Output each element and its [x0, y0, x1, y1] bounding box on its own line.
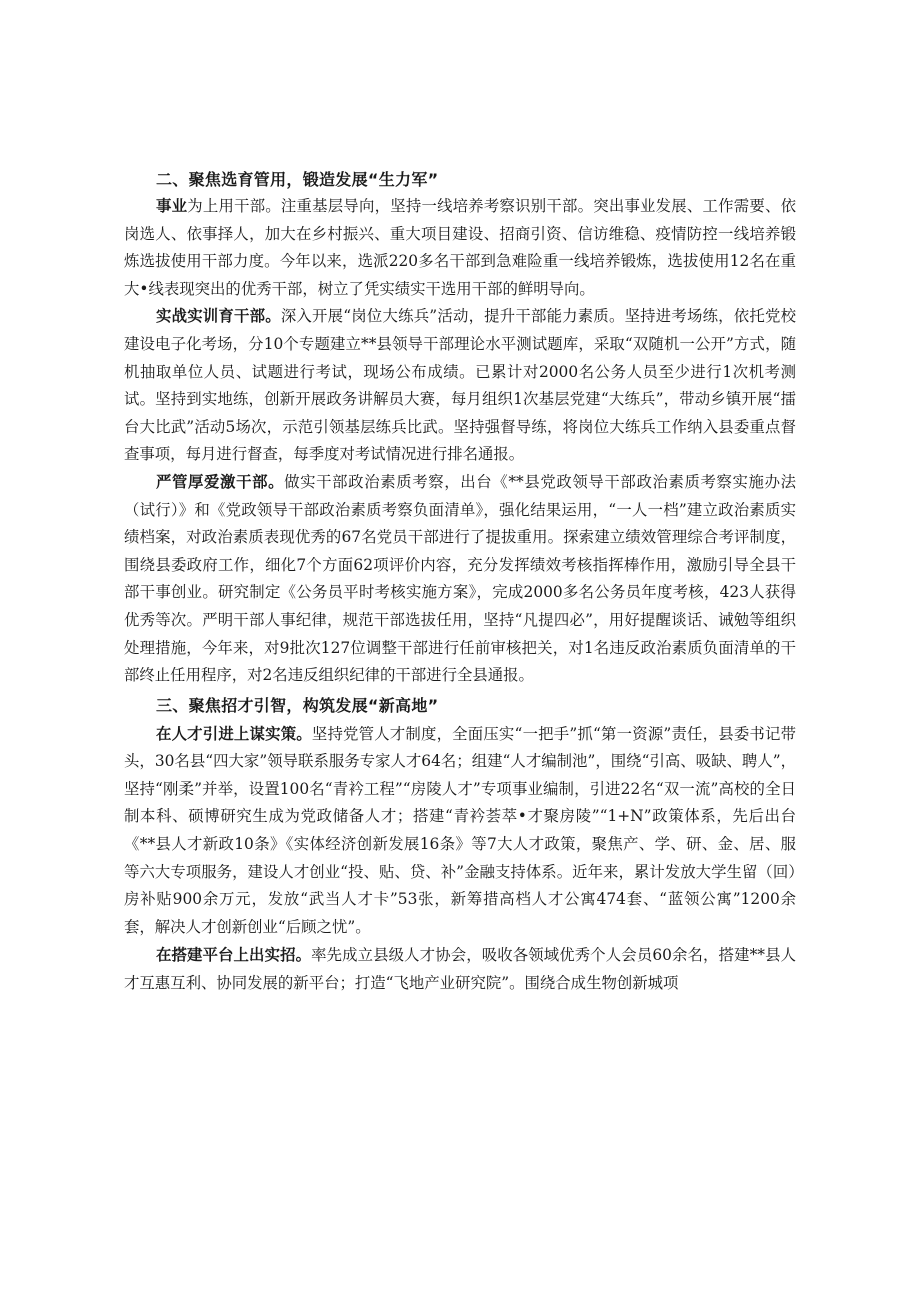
paragraph-body: 率先成立县级人才协会，吸收各领域优秀个人会员60余名，搭建**县人才互惠互利、协同发展的新平台；打造“飞地产业研究院”。围绕合成生物创新城项 — [124, 946, 796, 993]
paragraph-lead: 实战实训育干部。 — [156, 307, 281, 326]
paragraph — [124, 469, 796, 690]
paragraph-body: 坚持党管人才制度，全面压实“一把手”抓“第一资源”责任，县委书记带头，30名县“四大家”领导联系服务专家人才64名；组建“人才编制池”，围绕“引高、吸缺、聘人”，坚持“刚柔”并举，设置100名“青衿工程”“房陵人才”专项事业编制，引进22名“双一流”高校的全日制本科、硕博研究生成为党政储备人才；搭建“青衿荟萃•才聚房陵”“1+N”政策体系，先后出台《**县人才新政10条》《实体经济创新发展16条》等7大人才政策，聚焦产、学、研、金、居、服等六大专项服务，建设人才创业“投、贴、贷、补”金融支持体系。近年来，累计发放大学生留（回）房补贴900余万元，发放“武当人才卡”53张，新筹措高档人才公寓474套、“蓝领公寓”1200余套，解决人才创新创业“后顾之忧”。 — [124, 724, 796, 936]
paragraph-body: 为上用干部。注重基层导向，坚持一线培养考察识别干部。突出事业发展、工作需要、依岗选人、依事择人，加大在乡村振兴、重大项目建设、招商引资、信访维稳、疫情防控一线培养锻炼选拔使用干部力度。今年以来，选派220多名干部到急难险重一线培养锻炼，选拔使用12名在重大•线表现突出的优秀干部，树立了凭实绩实干选用干部的鲜明导向。 — [124, 197, 796, 298]
paragraph-lead: 在人才引进上谋实策。 — [156, 724, 312, 743]
document-page — [124, 166, 796, 998]
paragraph — [124, 942, 796, 997]
paragraph — [124, 193, 796, 303]
paragraph-lead: 严管厚爱激干部。 — [156, 472, 285, 491]
paragraph — [124, 303, 796, 469]
paragraph-lead: 在搭建平台上出实招。 — [156, 946, 312, 965]
paragraph-body: 做实干部政治素质考察，出台《**县党政领导干部政治素质考察实施办法（试行）》和《党政领导干部政治素质考察负面清单》，强化结果运用，“一人一档”建立政治素质实绩档案，对政治素质表现优秀的67名党员干部进行了提拔重用。探索建立绩效管理综合考评制度，围绕县委政府工作，细化7个方面62项评价内容，充分发挥绩效考核指挥棒作用，激励引导全县干部干事创业。研究制定《公务员平时考核实施方案》，完成2000多名公务员年度考核，423人获得优秀等次。严明干部人事纪律，规范干部选拔任用，坚持“凡提四必”，用好提醒谈话、诫勉等组织处理措施，今年来，对9批次127位调整干部进行任前审核把关，对1名违反政治素质负面清单的干部终止任用程序，对2名违反组织纪律的干部进行全县通报。 — [124, 472, 796, 685]
paragraph-body: 深入开展“岗位大练兵”活动，提升干部能力素质。坚持进考场练，依托党校建设电子化考场，分10个专题建立**县领导干部理论水平测试题库，采取“双随机一公开”方式，随机抽取单位人员、试题进行考试，现场公布成绩。已累计对2000名公务人员至少进行1次机考测试。坚持到实地练，创新开展政务讲解员大赛，每月组织1次基层党建“大练兵”，带动乡镇开展“擂台大比武”活动5场次，示范引领基层练兵比武。坚持强督导练，将岗位大练兵工作纳入县委重点督查事项，每月进行督查，每季度对考试情况进行排名通报。 — [124, 307, 796, 464]
section-heading: 二、聚焦选育管用，锻造发展“生力军” — [156, 170, 439, 189]
paragraph-lead: 事业 — [156, 197, 188, 215]
paragraph — [124, 721, 796, 942]
section-heading: 三、聚焦招才引智，构筑发展“新高地” — [156, 695, 439, 715]
